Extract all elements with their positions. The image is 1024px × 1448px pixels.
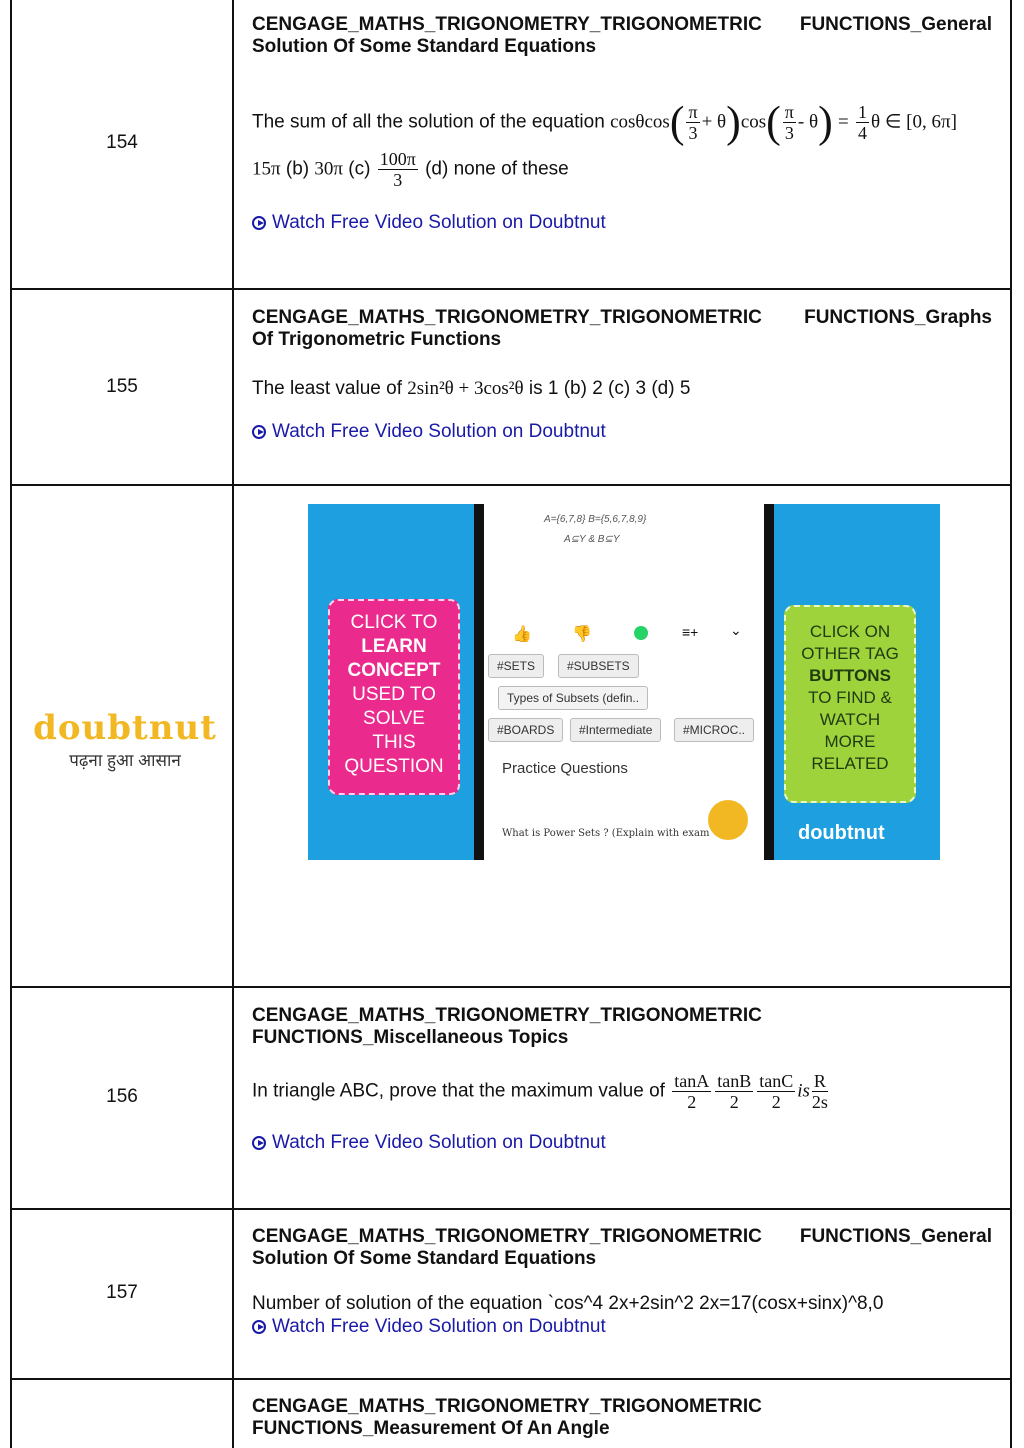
add-playlist-icon: ≡+ (682, 624, 699, 640)
question-options (252, 149, 992, 190)
question-row-158 (10, 1378, 1012, 1448)
question-title (252, 307, 992, 351)
expr-cos2: cos (740, 111, 767, 133)
camera-button (708, 800, 748, 840)
ad-row (10, 484, 1012, 986)
title-line2: Solution Of Some Standard Equations (252, 36, 597, 57)
tag-boards: #BOARDS (488, 718, 563, 742)
question-title (252, 1005, 992, 1049)
watch-video-link[interactable]: Watch Free Video Solution on Doubtnut (252, 421, 606, 443)
question-text: Number of solution of the equation `cos^4 2x+2sin^2 2x=17(cosx+sinx)^8,0 (252, 1293, 884, 1314)
expr-range: θ ∈ [0, 6π] (871, 111, 957, 133)
phone-screen (484, 504, 764, 860)
watch-video-link[interactable]: Watch Free Video Solution on Doubtnut (252, 1132, 606, 1154)
question-content (252, 1396, 992, 1440)
watch-video-link[interactable]: Watch Free Video Solution on Doubtnut (252, 212, 606, 234)
frac-tanC: $\frac{\tan C}{2}$ (759, 1071, 794, 1112)
frac-tanB: $\frac{\tan B}{2}$ (717, 1071, 752, 1112)
expr-minus-theta: - θ (797, 111, 819, 133)
learn-concept-card: CLICK TO LEARN CONCEPT USED TO SOLVE THIS QUESTION (328, 599, 460, 795)
watch-video-link[interactable]: Watch Free Video Solution on Doubtnut (252, 1316, 606, 1338)
question-title (252, 1396, 992, 1440)
title-line1: CENGAGE_MATHS_TRIGONOMETRY_TRIGONOMETRIC FUNCTIONS_General (252, 1226, 992, 1247)
promo-banner[interactable] (308, 504, 940, 860)
whatsapp-icon (634, 626, 648, 640)
tag-subsets: #SUBSETS (558, 654, 639, 678)
question-number: 156 (106, 1086, 138, 1107)
expr-equals: = (838, 111, 849, 133)
banner-logo: doubtnut (798, 822, 885, 844)
play-icon (252, 216, 266, 230)
question-row-154 (10, 0, 1012, 288)
question-content (252, 14, 992, 235)
question-content (252, 1005, 992, 1155)
paren-close2: ) (818, 97, 833, 147)
paren-close: ) (726, 97, 741, 147)
option-b: 30π (314, 158, 343, 180)
title-line1: CENGAGE_MATHS_TRIGONOMETRY_TRIGONOMETRIC (252, 1005, 762, 1026)
title-line1: CENGAGE_MATHS_TRIGONOMETRY_TRIGONOMETRIC FUNCTIONS_General (252, 14, 992, 35)
question-row-155 (10, 288, 1012, 484)
like-icon: 👍 (512, 626, 532, 643)
question-number: 155 (106, 376, 138, 397)
play-icon (252, 1320, 266, 1334)
frac-pi-3: $\frac{\pi}{3}$ (688, 102, 698, 143)
frac-pi-3b: $\frac{\pi}{3}$ (784, 102, 794, 143)
expr: 2sin²θ + 3cos²θ (407, 378, 524, 399)
question-text: In triangle ABC, prove that the maximum value of $\frac{\tan A}{2}$ $\frac{\tan B}{2}$ $\frac{\tan C}{2}$ is $\frac{R}{2s}$ (252, 1071, 828, 1112)
paren-open2: ( (766, 97, 781, 147)
option-b-label: (b) (285, 158, 310, 180)
question-row-157 (10, 1208, 1012, 1378)
title-line2: Solution Of Some Standard Equations (252, 1248, 597, 1269)
number-cell (12, 1380, 234, 1448)
doubtnut-logo: doubtnut पढ़ना हुआ आसान (30, 708, 220, 771)
tag-types-subsets: Types of Subsets (defin.. (498, 686, 648, 710)
title-line1: CENGAGE_MATHS_TRIGONOMETRY_TRIGONOMETRIC FUNCTIONS_Graphs (252, 307, 992, 328)
expr-is: is (797, 1080, 810, 1102)
expr-cos: cosθcos (610, 111, 670, 133)
question-content (252, 1226, 992, 1339)
tag-microc: #MICROC.. (674, 718, 754, 742)
number-cell (12, 1210, 234, 1378)
expr-plus-theta: + θ (701, 111, 727, 133)
question-number: 157 (106, 1282, 138, 1303)
question-text (252, 97, 992, 147)
question-title (252, 1226, 992, 1270)
question-text: The least value of 2sin²θ + 3cos²θ is 1 (b) 2 (c) 3 (d) 5 (252, 378, 691, 399)
handwriting2: A⊆Y & B⊆Y (564, 534, 620, 545)
tag-buttons-card: CLICK ON OTHER TAG BUTTONS TO FIND & WATCH MORE RELATED (784, 605, 916, 803)
tag-sets: #SETS (488, 654, 544, 678)
practice-questions: Practice Questions (502, 760, 628, 777)
title-line2: FUNCTIONS_Miscellaneous Topics (252, 1027, 569, 1048)
frac-1-4: $\frac{1}{4}$ (858, 102, 868, 143)
title-line1: CENGAGE_MATHS_TRIGONOMETRY_TRIGONOMETRIC (252, 1396, 762, 1417)
number-cell (12, 290, 234, 484)
sample-question: What is Power Sets ? (Explain with exam (502, 828, 710, 839)
option-c-label: (c) (348, 158, 371, 180)
frac-tanA: $\frac{\tan A}{2}$ (674, 1071, 710, 1112)
chevron-down-icon: ⌄ (730, 622, 742, 638)
phone-mockup (474, 504, 774, 860)
number-cell (12, 988, 234, 1208)
question-intro: The sum of all the solution of the equation (252, 111, 605, 133)
number-cell (12, 0, 234, 288)
title-line2: FUNCTIONS_Measurement Of An Angle (252, 1418, 610, 1439)
question-content (252, 307, 992, 444)
question-title (252, 14, 992, 58)
option-a: 15π (252, 158, 281, 180)
dislike-icon: 👎 (572, 626, 592, 643)
frac-R-2s: $\frac{R}{2s}$ (811, 1071, 828, 1112)
play-icon (252, 1136, 266, 1150)
paren-open: ( (669, 97, 685, 147)
play-icon (252, 425, 266, 439)
option-c: $\frac{100\pi}{3}$ (379, 149, 416, 190)
logo-cell (12, 486, 234, 986)
tag-intermediate: #Intermediate (570, 718, 661, 742)
tagline: पढ़ना हुआ आसान (69, 751, 181, 770)
handwriting: A={6,7,8} B={5,6,7,8,9} (544, 514, 647, 525)
title-line2: Of Trigonometric Functions (252, 329, 502, 350)
option-d: (d) none of these (425, 158, 569, 180)
question-row-156 (10, 986, 1012, 1208)
question-number: 154 (106, 132, 138, 153)
